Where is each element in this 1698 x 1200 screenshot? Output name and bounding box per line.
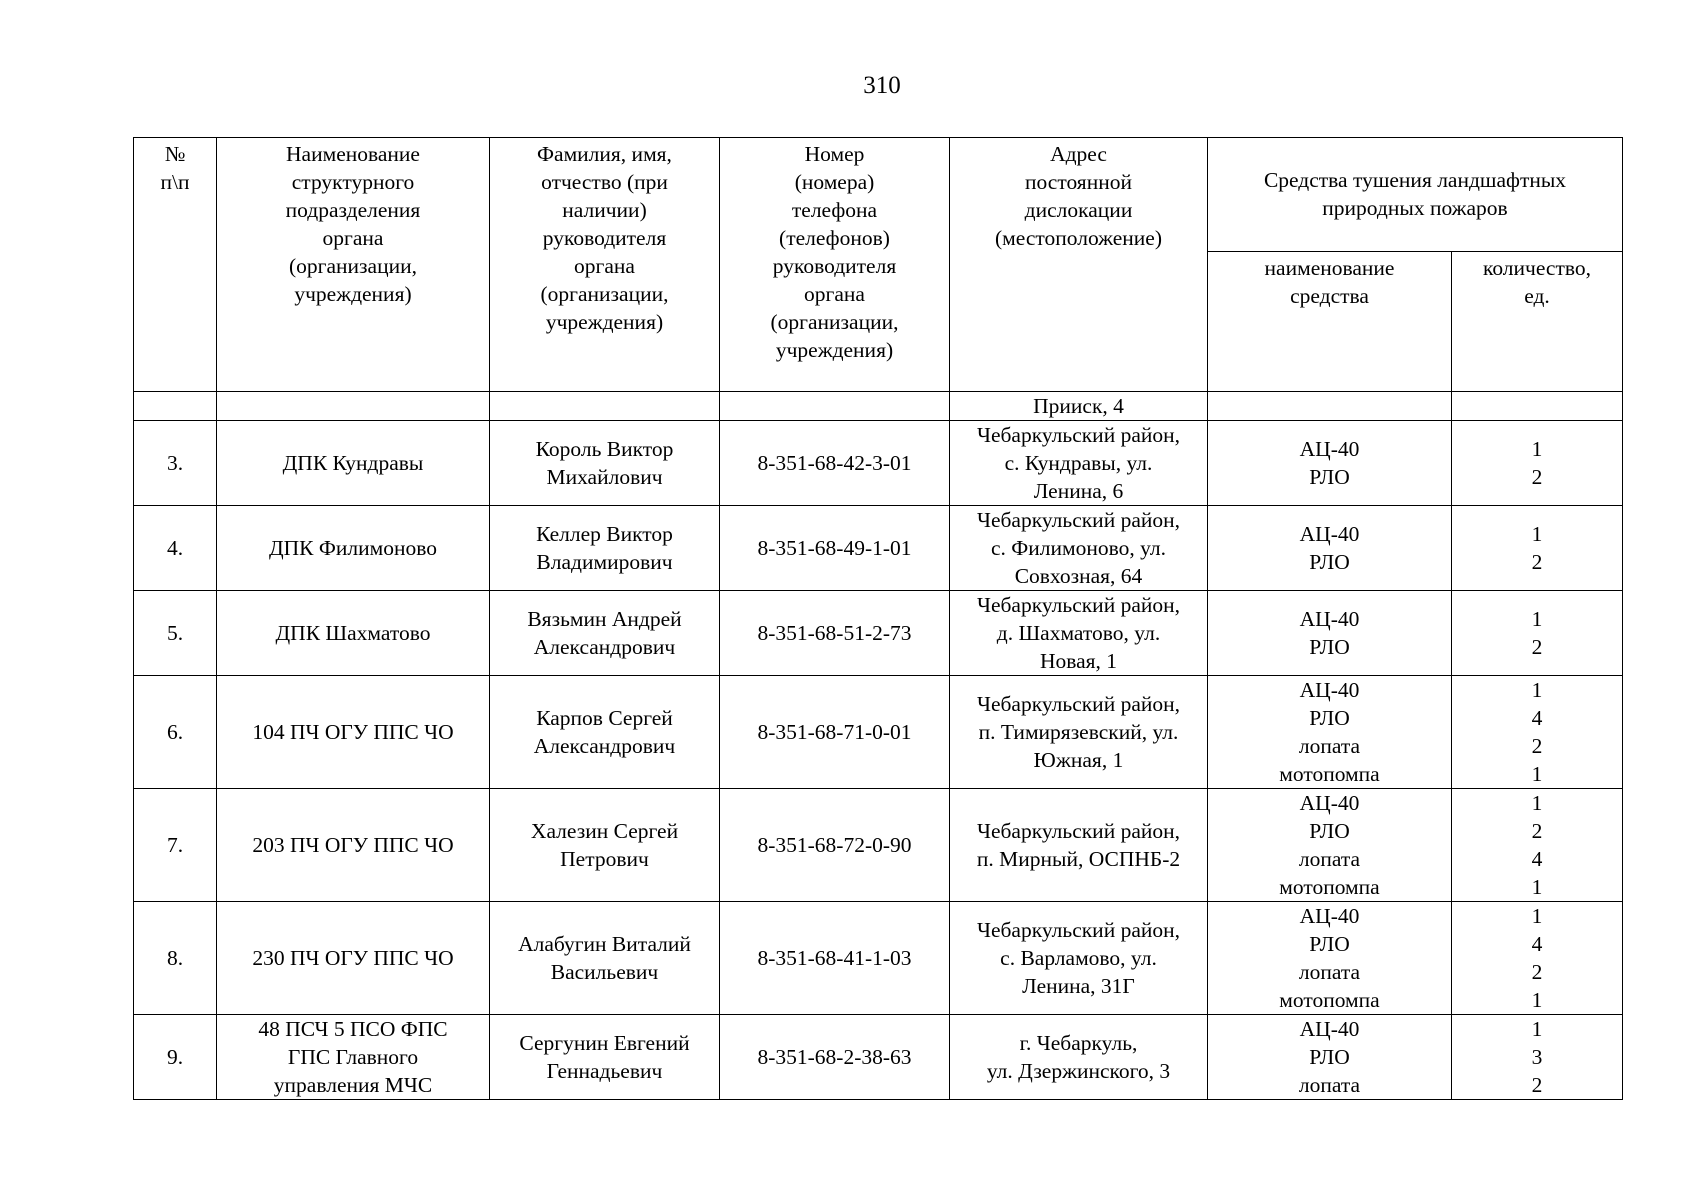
cell-means-name-line: лопата xyxy=(1298,1073,1361,1097)
table-row xyxy=(134,506,1623,591)
cell-address-line: с. Кундравы, ул. xyxy=(1004,451,1153,475)
header-text-line: (организации, xyxy=(289,254,417,278)
cell-means-name-line: РЛО xyxy=(1309,819,1350,843)
cell-means-qty-line: 1 xyxy=(1531,1017,1543,1041)
header-text-line: учреждения) xyxy=(775,338,894,362)
cell-head-name-line: Васильевич xyxy=(550,960,659,984)
continuation-address: Прииск, 4 xyxy=(950,392,1208,421)
cell-means-name-line: мотопомпа xyxy=(1279,988,1380,1012)
cell-phone: 8-351-68-41-1-03 xyxy=(720,902,950,1015)
header-text-line: количество, xyxy=(1482,256,1591,280)
cell-means-qty-line: 2 xyxy=(1531,550,1543,574)
header-text-line: ед. xyxy=(1524,284,1550,308)
header-text-line: № xyxy=(164,142,186,166)
cell-unit-name xyxy=(217,789,490,902)
cell-num: 9. xyxy=(134,1015,217,1100)
cell-address-line: г. Чебаркуль, xyxy=(1019,1031,1138,1055)
cell-means-qty-line: 1 xyxy=(1531,607,1543,631)
cell-means-qty-line: 1 xyxy=(1531,988,1543,1012)
cell-address-line: с. Варламово, ул. xyxy=(1000,946,1157,970)
table-row xyxy=(134,789,1623,902)
header-head-name xyxy=(490,138,720,392)
cell-phone: 8-351-68-2-38-63 xyxy=(720,1015,950,1100)
cell-head-name-line: Халезин Сергей xyxy=(530,819,679,843)
header-text-line: телефона xyxy=(791,198,878,222)
header-text-line: дислокации xyxy=(1024,198,1133,222)
cell-unit-name-line: 48 ПСЧ 5 ПСО ФПС xyxy=(258,1017,448,1041)
fire-resources-table xyxy=(133,137,1623,1100)
cell-head-name-line: Алабугин Виталий xyxy=(518,932,691,956)
cell-means-qty xyxy=(1452,421,1623,506)
cell-address xyxy=(950,676,1208,789)
header-text-line: Средства тушения ландшафтных xyxy=(1263,168,1567,192)
cell-head-name xyxy=(490,1015,720,1100)
cell-unit-name-line: ГПС Главного xyxy=(287,1045,419,1069)
cell-means-qty xyxy=(1452,506,1623,591)
cell-means-name-line: АЦ-40 xyxy=(1299,437,1360,461)
cell-address-line: Чебаркульский район, xyxy=(976,692,1181,716)
header-text-line: наличии) xyxy=(562,198,647,222)
table-row xyxy=(134,591,1623,676)
cell-means-name-line: АЦ-40 xyxy=(1299,522,1360,546)
cell-address-line: ул. Дзержинского, 3 xyxy=(986,1059,1171,1083)
header-text-line: (местоположение) xyxy=(995,226,1162,250)
cell-unit-name-line: ДПК Шахматово xyxy=(275,621,431,645)
cell-means-qty-line: 4 xyxy=(1531,706,1543,730)
cell-means-name xyxy=(1208,591,1452,676)
cell-num: 7. xyxy=(134,789,217,902)
cell-head-name xyxy=(490,902,720,1015)
table-row xyxy=(134,1015,1623,1100)
cell-head-name-line: Сергунин Евгений xyxy=(519,1031,690,1055)
cell-means-qty-line: 1 xyxy=(1531,678,1543,702)
header-means xyxy=(1208,138,1623,252)
cell-num: 6. xyxy=(134,676,217,789)
header-means-qty xyxy=(1452,252,1623,392)
cell-unit-name xyxy=(217,1015,490,1100)
cell-phone: 8-351-68-71-0-01 xyxy=(720,676,950,789)
cell-means-name-line: мотопомпа xyxy=(1279,875,1380,899)
cell-means-name-line: лопата xyxy=(1298,734,1361,758)
cell-means-qty xyxy=(1452,789,1623,902)
header-text-line: руководителя xyxy=(772,254,897,278)
cell-address xyxy=(950,789,1208,902)
cell-means-qty-line: 2 xyxy=(1531,960,1543,984)
cell-address-line: Чебаркульский район, xyxy=(976,423,1181,447)
header-text-line: постоянной xyxy=(1025,170,1132,194)
cell-num: 3. xyxy=(134,421,217,506)
cell-unit-name-line: управления МЧС xyxy=(273,1073,433,1097)
cell-address xyxy=(950,902,1208,1015)
header-text-line: учреждения) xyxy=(294,282,412,306)
header-unit-name xyxy=(217,138,490,392)
cell-unit-name xyxy=(217,506,490,591)
header-text-line: Адрес xyxy=(1050,142,1107,166)
cell-unit-name-line: ДПК Филимоново xyxy=(268,536,437,560)
cell-address xyxy=(950,506,1208,591)
cell-means-name-line: РЛО xyxy=(1309,635,1350,659)
cell-means-name-line: АЦ-40 xyxy=(1299,678,1360,702)
cell-unit-name-line: 104 ПЧ ОГУ ППС ЧО xyxy=(252,720,454,744)
cell-address-line: Южная, 1 xyxy=(1033,748,1124,772)
cell-means-qty-line: 1 xyxy=(1531,904,1543,928)
cell-means-qty-line: 3 xyxy=(1531,1045,1543,1069)
cell-means-qty xyxy=(1452,1015,1623,1100)
header-text-line: (организации, xyxy=(770,310,899,334)
header-text-line: (номера) xyxy=(794,170,875,194)
cell-address-line: Ленина, 6 xyxy=(1033,479,1124,503)
cell-head-name-line: Геннадьевич xyxy=(546,1059,663,1083)
cell-means-name xyxy=(1208,902,1452,1015)
cell-means-qty-line: 2 xyxy=(1531,635,1543,659)
cell-means-qty-line: 2 xyxy=(1531,734,1543,758)
table-row xyxy=(134,902,1623,1015)
cell-means-name-line: АЦ-40 xyxy=(1299,1017,1360,1041)
cell-address-line: с. Филимоново, ул. xyxy=(990,536,1167,560)
cell-unit-name-line: 230 ПЧ ОГУ ППС ЧО xyxy=(252,946,454,970)
cell-address xyxy=(950,421,1208,506)
cell-means-name xyxy=(1208,1015,1452,1100)
cell-means-qty-line: 4 xyxy=(1531,847,1543,871)
cell-phone: 8-351-68-42-3-01 xyxy=(720,421,950,506)
cell-head-name xyxy=(490,591,720,676)
header-phone xyxy=(720,138,950,392)
cell-means-name xyxy=(1208,789,1452,902)
cell-unit-name-line: ДПК Кундравы xyxy=(282,451,424,475)
cell-means-qty-line: 1 xyxy=(1531,762,1543,786)
header-text-line: структурного xyxy=(291,170,415,194)
header-num xyxy=(134,138,217,392)
cell-means-name-line: РЛО xyxy=(1309,465,1350,489)
header-text-line: подразделения xyxy=(285,198,421,222)
cell-means-qty-line: 1 xyxy=(1531,875,1543,899)
cell-head-name xyxy=(490,421,720,506)
cell-head-name xyxy=(490,789,720,902)
cell-means-name-line: РЛО xyxy=(1309,932,1350,956)
cell-num: 8. xyxy=(134,902,217,1015)
cell-means-name-line: РЛО xyxy=(1309,550,1350,574)
cell-means-name xyxy=(1208,676,1452,789)
cell-head-name-line: Петрович xyxy=(560,847,649,871)
cell-unit-name xyxy=(217,902,490,1015)
table-row xyxy=(134,421,1623,506)
page-number: 310 xyxy=(863,72,901,99)
cell-means-name-line: РЛО xyxy=(1309,1045,1350,1069)
cell-address-line: Ленина, 31Г xyxy=(1022,974,1135,998)
cell-head-name-line: Александрович xyxy=(533,635,676,659)
cell-address-line: Новая, 1 xyxy=(1039,649,1118,673)
header-text-line: Фамилия, имя, xyxy=(537,142,672,166)
cell-means-name-line: АЦ-40 xyxy=(1299,607,1360,631)
cell-means-qty-line: 2 xyxy=(1531,1073,1543,1097)
header-text-line: органа xyxy=(574,254,635,278)
cell-address-line: Чебаркульский район, xyxy=(976,918,1181,942)
cell-means-qty xyxy=(1452,676,1623,789)
header-text-line: (организации, xyxy=(540,282,669,306)
cell-unit-name xyxy=(217,676,490,789)
header-address xyxy=(950,138,1208,392)
cell-phone: 8-351-68-72-0-90 xyxy=(720,789,950,902)
cell-address-line: п. Мирный, ОСПНБ-2 xyxy=(976,847,1181,871)
cell-means-name-line: РЛО xyxy=(1309,706,1350,730)
cell-phone: 8-351-68-51-2-73 xyxy=(720,591,950,676)
header-text-line: учреждения) xyxy=(545,310,664,334)
cell-address-line: Чебаркульский район, xyxy=(976,593,1181,617)
cell-head-name-line: Михайлович xyxy=(546,465,663,489)
cell-address xyxy=(950,1015,1208,1100)
cell-means-name xyxy=(1208,506,1452,591)
cell-means-qty-line: 4 xyxy=(1531,932,1543,956)
header-text-line: средства xyxy=(1290,284,1369,308)
header-text-line: природных пожаров xyxy=(1322,196,1508,220)
cell-means-qty-line: 1 xyxy=(1531,791,1543,815)
cell-head-name-line: Вязьмин Андрей xyxy=(527,607,682,631)
cell-address-line: п. Тимирязевский, ул. xyxy=(978,720,1179,744)
cell-head-name-line: Король Виктор xyxy=(535,437,674,461)
header-means-name xyxy=(1208,252,1452,392)
header-text-line: п\п xyxy=(160,170,190,194)
cell-means-qty-line: 1 xyxy=(1531,522,1543,546)
header-text-line: Наименование xyxy=(286,142,420,166)
cell-unit-name xyxy=(217,421,490,506)
header-text-line: Номер xyxy=(804,142,865,166)
cell-address-line: Совхозная, 64 xyxy=(1014,564,1143,588)
table-row-continuation xyxy=(134,392,1623,421)
cell-unit-name-line: 203 ПЧ ОГУ ППС ЧО xyxy=(252,833,454,857)
cell-means-name-line: лопата xyxy=(1298,847,1361,871)
cell-means-qty xyxy=(1452,902,1623,1015)
cell-means-qty-line: 2 xyxy=(1531,819,1543,843)
cell-means-name-line: лопата xyxy=(1298,960,1361,984)
cell-head-name xyxy=(490,506,720,591)
cell-num: 4. xyxy=(134,506,217,591)
cell-head-name-line: Карпов Сергей xyxy=(536,706,673,730)
cell-phone: 8-351-68-49-1-01 xyxy=(720,506,950,591)
header-text-line: органа xyxy=(804,282,865,306)
cell-unit-name xyxy=(217,591,490,676)
cell-means-qty-line: 1 xyxy=(1531,437,1543,461)
cell-address-line: Чебаркульский район, xyxy=(976,819,1181,843)
cell-head-name-line: Келлер Виктор xyxy=(536,522,673,546)
cell-means-name-line: АЦ-40 xyxy=(1299,904,1360,928)
cell-head-name-line: Александрович xyxy=(533,734,676,758)
cell-means-name-line: мотопомпа xyxy=(1279,762,1380,786)
cell-num: 5. xyxy=(134,591,217,676)
table-row xyxy=(134,676,1623,789)
cell-means-qty xyxy=(1452,591,1623,676)
header-text-line: (телефонов) xyxy=(779,226,890,250)
cell-means-name xyxy=(1208,421,1452,506)
cell-address-line: Чебаркульский район, xyxy=(976,508,1181,532)
header-text-line: отчество (при xyxy=(541,170,668,194)
cell-address-line: д. Шахматово, ул. xyxy=(996,621,1161,645)
cell-means-name-line: АЦ-40 xyxy=(1299,791,1360,815)
cell-address xyxy=(950,591,1208,676)
cell-head-name-line: Владимирович xyxy=(536,550,673,574)
header-text-line: руководителя xyxy=(542,226,667,250)
cell-head-name xyxy=(490,676,720,789)
cell-means-qty-line: 2 xyxy=(1531,465,1543,489)
header-text-line: наименование xyxy=(1264,256,1395,280)
header-text-line: органа xyxy=(322,226,384,250)
